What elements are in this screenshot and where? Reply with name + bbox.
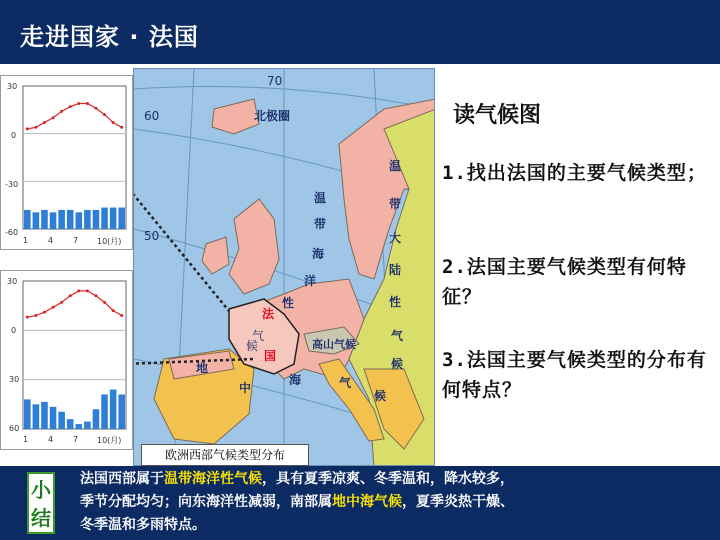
continental-label-5: 性 xyxy=(389,295,402,309)
summary-highlight-mediterranean: 地中海气候 xyxy=(332,494,402,510)
continental-label-6: 气 xyxy=(391,329,404,343)
precipitation-bar xyxy=(93,409,100,429)
continental-label-4: 陆 xyxy=(389,263,402,277)
continental-label-1: 温 xyxy=(389,159,402,173)
precipitation-bar xyxy=(84,422,91,429)
temperature-point xyxy=(112,309,115,312)
summary-line-2 xyxy=(80,491,710,514)
temperature-point xyxy=(69,294,72,297)
precipitation-bar xyxy=(50,407,57,429)
summary-line-1 xyxy=(80,468,710,491)
x-tick: 4 xyxy=(48,435,54,444)
climate-chart-mediterranean xyxy=(0,270,133,450)
summary-text-part: ，具有夏季凉爽、冬季温和，降水较多， xyxy=(262,471,514,487)
precipitation-bar xyxy=(41,210,48,229)
summary-highlight-maritime: 温带海洋性气候 xyxy=(164,471,262,487)
y-tick: -60 xyxy=(5,228,19,237)
continental-label-2: 带 xyxy=(389,197,402,211)
temperature-point xyxy=(77,102,80,105)
precipitation-bar xyxy=(110,208,117,229)
lat-label: 50 xyxy=(144,229,160,243)
maritime-label-1: 温 xyxy=(314,191,327,205)
summary-text xyxy=(80,468,710,537)
x-tick: 1 xyxy=(23,435,29,444)
temperature-point xyxy=(77,289,80,292)
med-label-4: 气 xyxy=(339,376,352,390)
med-label-3: 海 xyxy=(289,373,302,387)
precipitation-bar xyxy=(110,390,117,429)
y-tick: 0 xyxy=(11,131,17,140)
temperature-point xyxy=(94,107,97,110)
europe-climate-map xyxy=(133,68,435,466)
slide-title: 走进国家 · 法国 xyxy=(20,23,199,51)
x-tick: 7 xyxy=(73,435,79,444)
precipitation-bar xyxy=(33,212,40,229)
precipitation-bar xyxy=(76,212,83,229)
france-label-2: 国 xyxy=(264,349,277,363)
continental-label-3: 大 xyxy=(389,231,402,245)
map-caption: 欧洲西部气候类型分布 xyxy=(141,444,309,466)
y-tick: -30 xyxy=(5,180,19,189)
alpine-label: 高山气候 xyxy=(312,338,356,351)
temperature-point xyxy=(52,306,55,309)
y-tick: 30 xyxy=(7,277,18,286)
maritime-label-4: 洋 xyxy=(304,274,317,288)
temperature-point xyxy=(43,121,46,124)
summary-text-part: 季节分配均匀；向东海洋性减弱，南部属 xyxy=(80,494,332,510)
y-tick: 30 xyxy=(9,375,20,384)
temperature-line xyxy=(27,291,121,317)
maritime-label-3: 海 xyxy=(312,247,325,261)
med-label-1: 地 xyxy=(196,361,209,375)
precipitation-bar xyxy=(58,412,65,429)
temperature-point xyxy=(43,311,46,314)
summary-badge: 小结 xyxy=(27,472,55,534)
temperature-point xyxy=(112,121,115,124)
question-3: 3.法国主要气候类型的分布有何特点？ xyxy=(442,349,707,401)
precipitation-bar xyxy=(67,419,74,429)
temperature-point xyxy=(120,126,123,129)
question-1: 1.找出法国的主要气候类型； xyxy=(442,162,707,184)
precipitation-bar xyxy=(76,424,83,429)
question-2: 2.法国主要气候类型有何特征？ xyxy=(442,256,687,308)
med-label-2: 中 xyxy=(239,381,252,395)
temperature-point xyxy=(120,314,123,317)
temperature-point xyxy=(60,110,63,113)
precipitation-bar xyxy=(24,210,31,229)
temperature-point xyxy=(34,126,37,129)
precipitation-bar xyxy=(118,394,125,429)
precipitation-bar xyxy=(118,208,125,229)
x-tick: 7 xyxy=(73,236,79,245)
chart-graphic xyxy=(1,271,134,451)
summary-line-3: 冬季温和多雨特点。 xyxy=(80,517,206,533)
y-tick: 30 xyxy=(7,82,18,91)
summary-text-part: ，夏季炎热干燥、 xyxy=(402,494,514,510)
title-bar xyxy=(0,0,720,64)
summary-text-part: 法国西部属于 xyxy=(80,471,164,487)
lat-label: 70 xyxy=(267,74,283,88)
temperature-point xyxy=(34,314,37,317)
temperature-point xyxy=(103,113,106,116)
precipitation-bar xyxy=(84,210,91,229)
section-heading: 读气候图 xyxy=(453,103,542,128)
temperature-point xyxy=(86,102,89,105)
precipitation-bar xyxy=(101,208,108,229)
x-tick: 1 xyxy=(23,236,29,245)
precipitation-bar xyxy=(67,210,74,229)
arctic-circle-label: 北极圈 xyxy=(254,109,291,123)
france-label-1: 法 xyxy=(262,307,275,321)
x-tick: 10(月) xyxy=(97,237,122,246)
maritime-label-2: 带 xyxy=(314,217,327,231)
y-tick: 0 xyxy=(11,326,17,335)
temperature-point xyxy=(26,127,29,130)
lat-label: 60 xyxy=(144,109,160,123)
temperature-point xyxy=(60,301,63,304)
chart-graphic xyxy=(1,76,134,251)
precipitation-bar xyxy=(50,212,57,229)
x-tick: 4 xyxy=(48,236,54,245)
precipitation-bar xyxy=(101,394,108,429)
precipitation-bar xyxy=(24,399,31,429)
precipitation-bar xyxy=(93,210,100,229)
climate-chart-paris xyxy=(0,75,133,250)
france-label-qi: 气 xyxy=(252,329,265,343)
temperature-point xyxy=(86,289,89,292)
continental-label-7: 候 xyxy=(391,357,404,371)
med-label-5: 候 xyxy=(374,389,387,403)
temperature-point xyxy=(69,105,72,108)
temperature-point xyxy=(26,316,29,319)
temperature-line xyxy=(27,103,121,128)
precipitation-bar xyxy=(58,210,65,229)
temperature-point xyxy=(103,301,106,304)
temperature-point xyxy=(52,116,55,119)
maritime-label-5: 性 xyxy=(282,296,295,310)
x-tick: 10(月) xyxy=(97,436,122,445)
precipitation-bar xyxy=(41,402,48,429)
france-label-hou: 候 xyxy=(246,339,259,353)
precipitation-bar xyxy=(33,404,40,429)
y-tick: 60 xyxy=(9,424,20,433)
temperature-point xyxy=(94,294,97,297)
